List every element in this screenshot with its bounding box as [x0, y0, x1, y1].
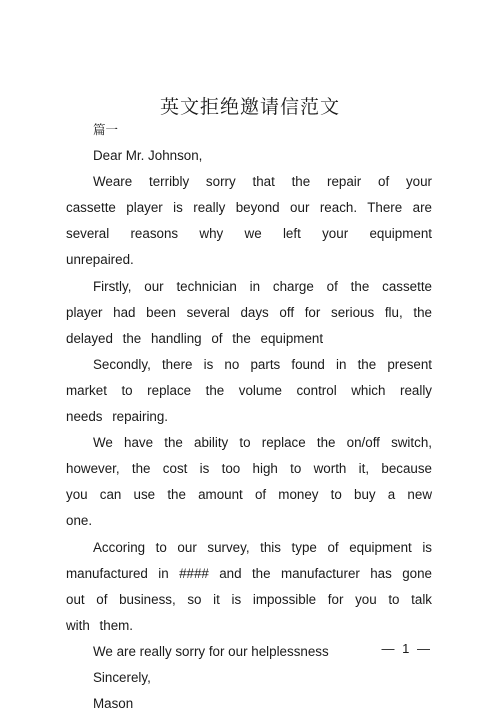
document-title: 英文拒绝邀请信范文 [159, 96, 340, 118]
letter-body [66, 117, 432, 717]
section-label: 篇一 [93, 122, 119, 137]
paragraph-3: Secondly, there is no parts found in the present market to replace the volume control which really needs repairing. [66, 356, 432, 425]
closing: Sincerely, [93, 669, 151, 685]
paragraph-6: We are really sorry for our helplessness [93, 643, 329, 659]
signature: Mason [93, 696, 134, 712]
salutation: Dear Mr. Johnson, [93, 148, 203, 164]
paragraph-4: We have the ability to replace the on/off switch, however, the cost is too high to worth it, because you can use the amount of money to buy a new one. [66, 435, 432, 529]
paragraph-5: Accoring to our survey, this type of equipment is manufactured in #### and the manufacturer has gone out of business, so it is impossible for you to talk with them. [66, 539, 432, 633]
paragraph-2: Firstly, our technician in charge of the cassette player had been several days off for serious flu, the delayed the handling of the equipment [66, 278, 432, 346]
page-number: — 1 — [381, 641, 432, 656]
paragraph-1: Weare terribly sorry that the repair of your cassette player is really beyond our reach. There are several reasons why we left your equipment unrepaired. [66, 174, 432, 268]
